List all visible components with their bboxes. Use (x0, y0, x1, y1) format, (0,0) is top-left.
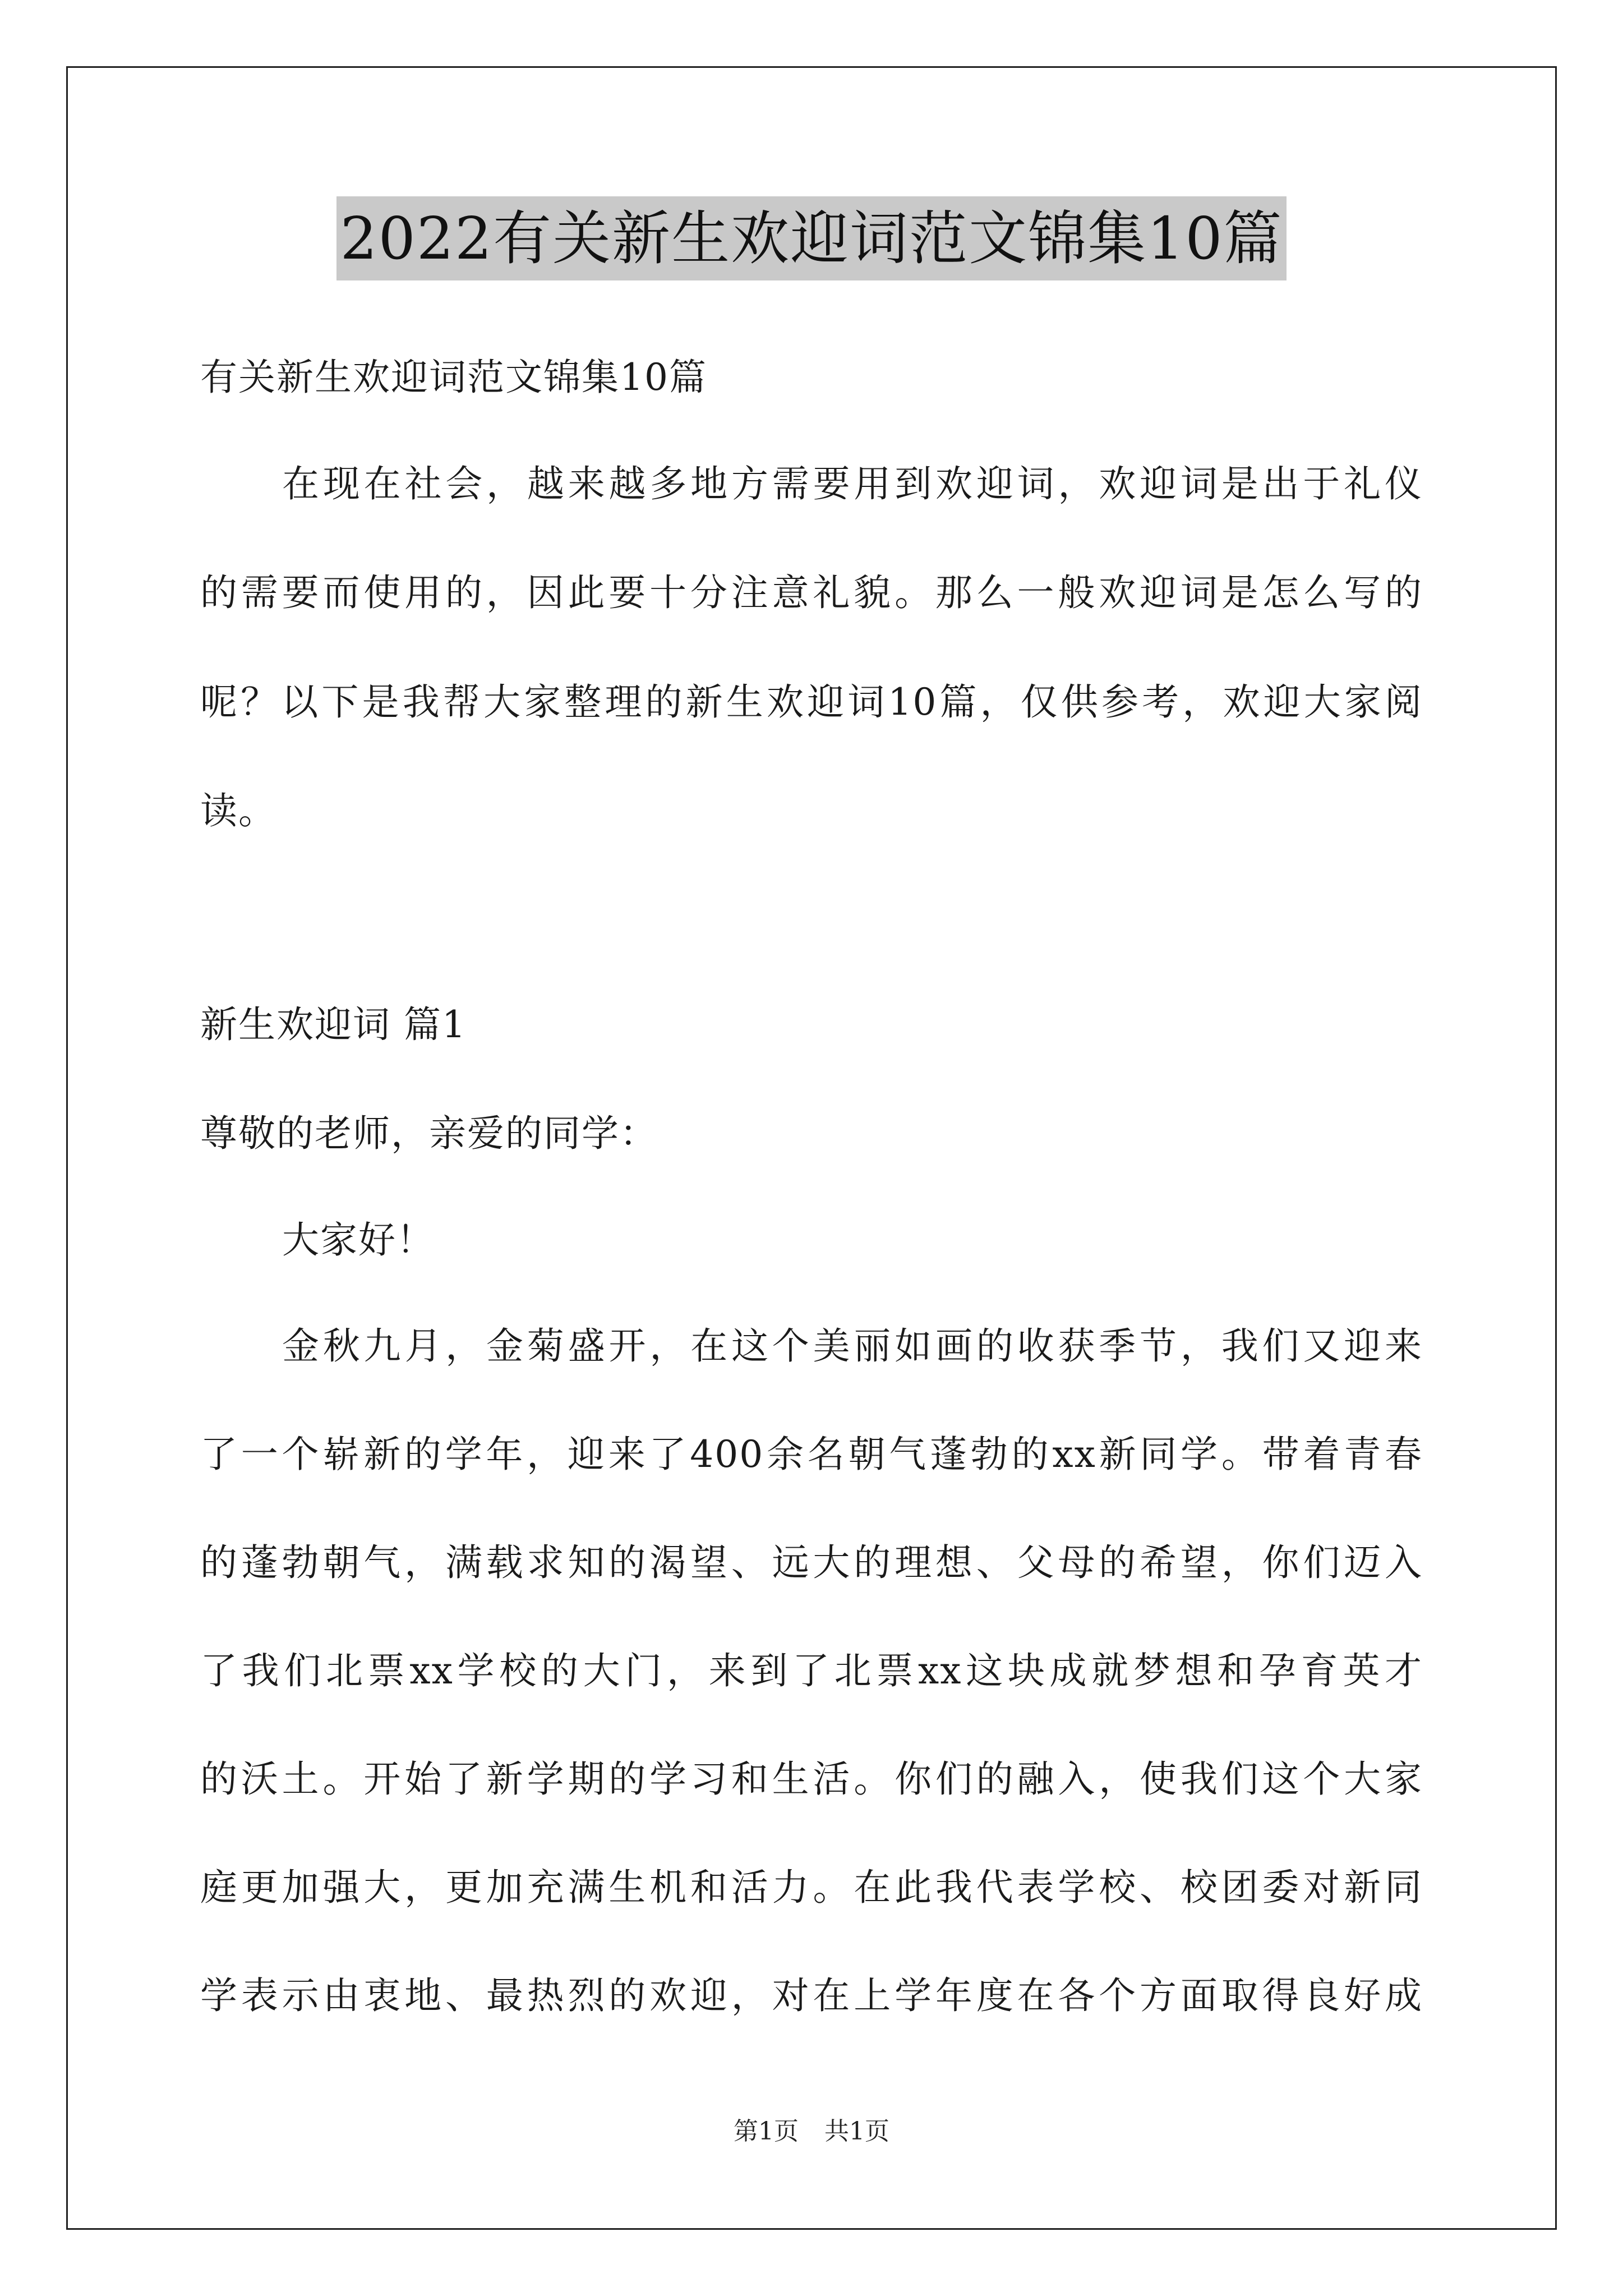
salutation: 尊敬的老师，亲爱的同学： (200, 1112, 658, 1155)
body-line: 的蓬勃朝气，满载求知的渴望、远大的理想、父母的希望，你们迈入 (200, 1541, 1423, 1584)
section-heading: 新生欢迎词 篇1 (200, 1003, 467, 1046)
body-line: 庭更加强大，更加充满生机和活力。在此我代表学校、校团委对新同 (200, 1866, 1423, 1909)
title-block (0, 196, 1623, 280)
body-line: 了一个崭新的学年，迎来了400余名朝气蓬勃的xx新同学。带着青春 (200, 1433, 1423, 1476)
intro-line: 的需要而使用的，因此要十分注意礼貌。那么一般欢迎词是怎么写的 (200, 571, 1423, 614)
intro-line: 呢？以下是我帮大家整理的新生欢迎词10篇，仅供参考，欢迎大家阅 (200, 680, 1423, 724)
page-number-total: 共1页 (824, 2117, 889, 2146)
intro-line: 在现在社会，越来越多地方需要用到欢迎词，欢迎词是出于礼仪 (282, 462, 1423, 505)
body-line: 金秋九月，金菊盛开，在这个美丽如画的收获季节，我们又迎来 (282, 1324, 1423, 1368)
greeting: 大家好！ (282, 1218, 435, 1262)
intro-line: 读。 (200, 789, 276, 832)
document-title: 2022有关新生欢迎词范文锦集10篇 (336, 196, 1286, 280)
document-subtitle: 有关新生欢迎词范文锦集10篇 (200, 356, 707, 399)
body-line: 了我们北票xx学校的大门，来到了北票xx这块成就梦想和孕育英才 (200, 1649, 1423, 1692)
body-line: 的沃土。开始了新学期的学习和生活。你们的融入，使我们这个大家 (200, 1757, 1423, 1801)
body-line: 学表示由衷地、最热烈的欢迎，对在上学年度在各个方面取得良好成 (200, 1974, 1423, 2017)
page-number-current: 第1页 (734, 2117, 799, 2146)
page-footer (0, 2115, 1623, 2148)
